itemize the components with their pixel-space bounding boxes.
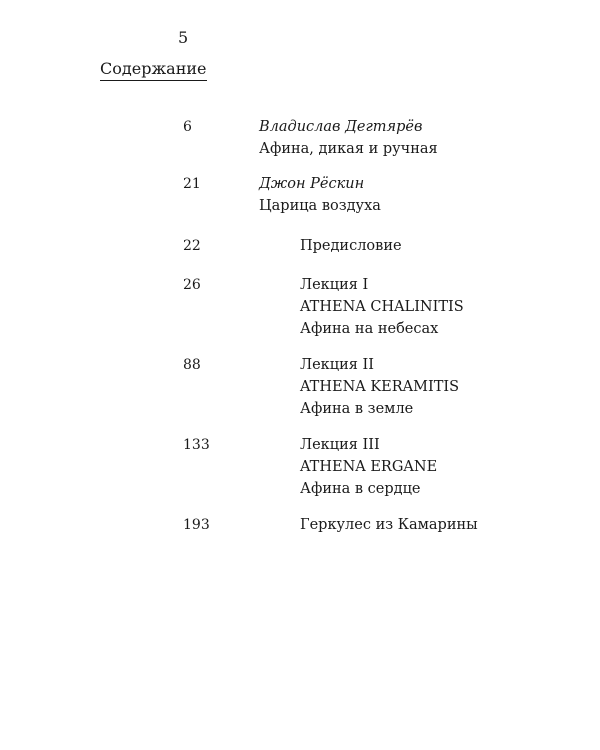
toc-lecture-latin-title: ATHENA ERGANE: [300, 459, 438, 475]
toc-lecture-label: Лекция II: [300, 357, 374, 373]
toc-author: Владислав Дегтярёв: [259, 119, 423, 135]
toc-entry-text: [259, 116, 438, 160]
toc-author: Джон Рёскин: [259, 176, 365, 192]
toc-page-number: 21: [183, 176, 201, 192]
toc-entry-text: [300, 514, 478, 536]
toc-lecture-label: Лекция III: [300, 437, 380, 453]
toc-lecture-subtitle: Афина в сердце: [300, 481, 421, 497]
toc-page-number: 22: [183, 238, 201, 254]
toc-lecture-latin-title: ATHENA CHALINITIS: [300, 299, 464, 315]
toc-lecture-label: Лекция I: [300, 277, 369, 293]
toc-entry-text: [300, 235, 402, 257]
page-number: 5: [178, 28, 189, 47]
toc-title: Афина, дикая и ручная: [259, 141, 438, 157]
toc-title: Предисловие: [300, 238, 402, 254]
toc-entry-text: [300, 434, 437, 500]
toc-entry-text: [300, 274, 464, 340]
toc-entry-text: [259, 173, 381, 217]
toc-page-number: 193: [183, 517, 210, 533]
toc-title: Царица воздуха: [259, 198, 381, 214]
toc-lecture-subtitle: Афина на небесах: [300, 321, 439, 337]
toc-page-number: 26: [183, 277, 201, 293]
toc-page-number: 6: [183, 119, 192, 135]
toc-lecture-subtitle: Афина в земле: [300, 401, 414, 417]
toc-lecture-latin-title: ATHENA KERAMITIS: [300, 379, 460, 395]
toc-page-number: 133: [183, 437, 210, 453]
toc-entry-text: [300, 354, 459, 420]
toc-heading: Содержание: [100, 59, 207, 81]
toc-page-number: 88: [183, 357, 201, 373]
toc-title: Геркулес из Камарины: [300, 517, 478, 533]
